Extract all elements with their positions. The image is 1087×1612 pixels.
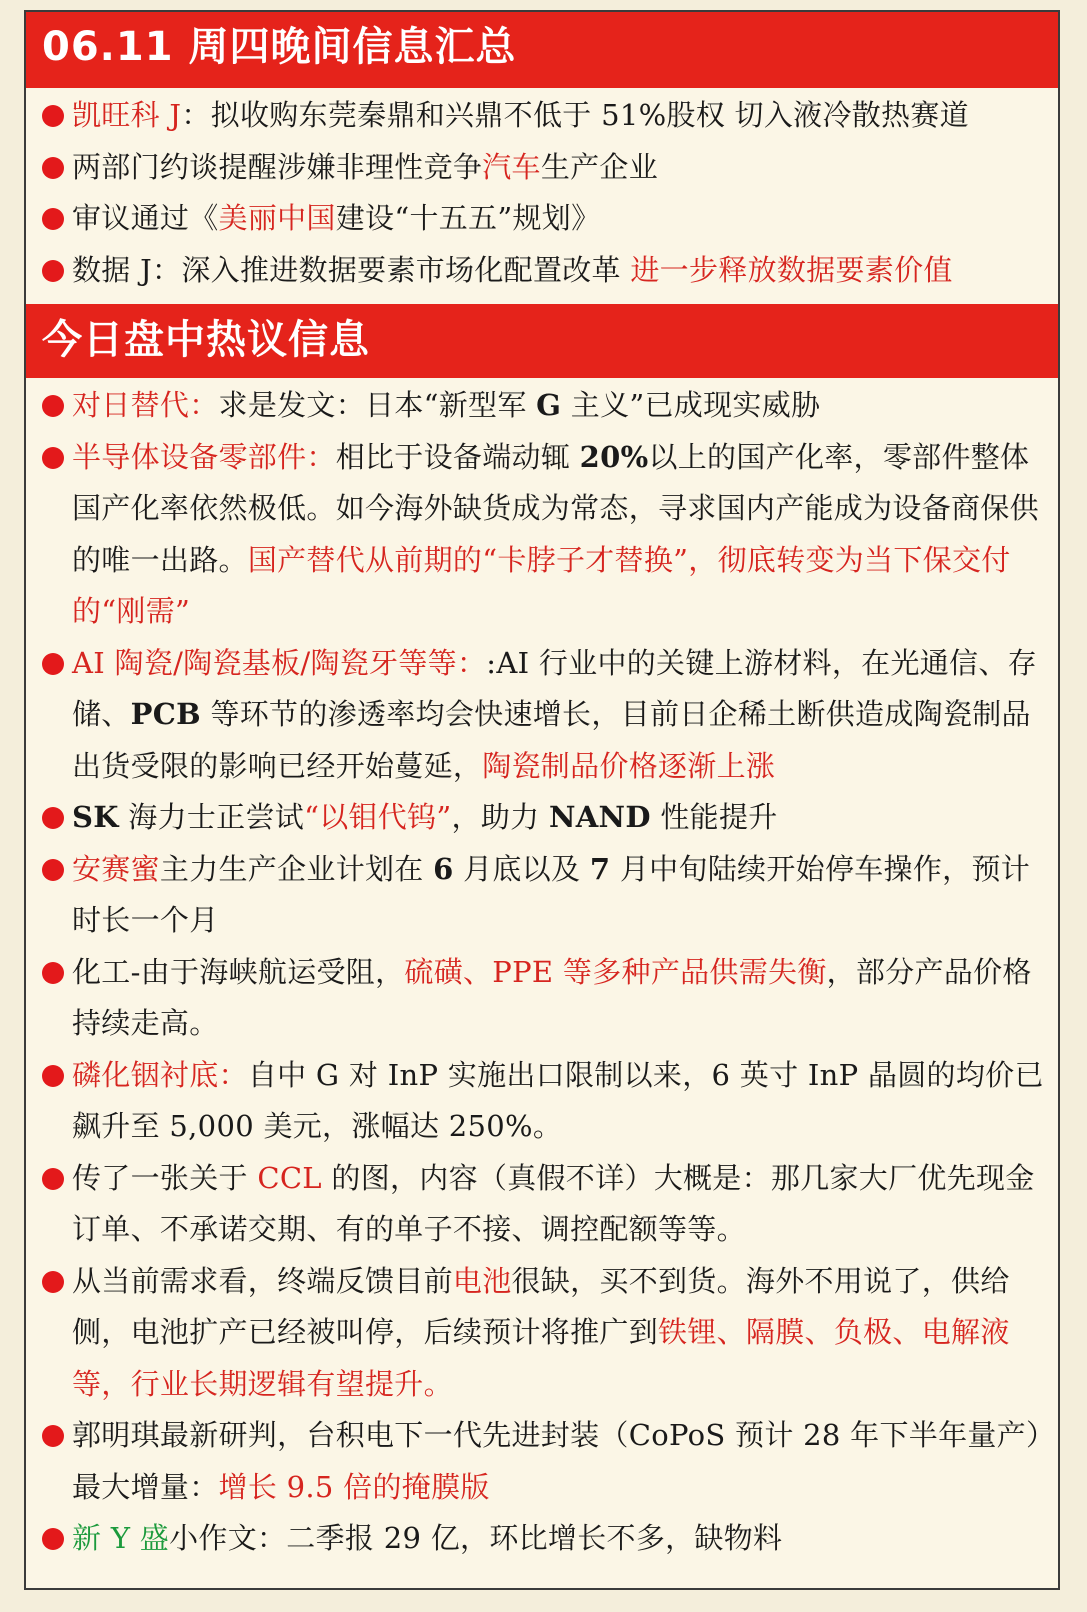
item-text-segment: 汽车 [482,149,541,184]
item-text-segment: 进一步释放数据要素价值 [630,252,953,287]
item-text-segment: 月中旬陆续开始停车操作，预计时长一个月 [72,851,1031,937]
item-text-segment: 增长 9.5 倍的掩膜版 [218,1469,490,1504]
evening-summary-list [40,90,1050,296]
item-text-segment: 等环节的渗透率均会快速增长，目前日企稀土断供造成陶瓷制品出货受限的影响已经开始蔓延， [72,697,1031,783]
red-dot-bullet-icon [42,447,64,469]
item-text-segment: 建设“十五五”规划》 [335,201,601,235]
red-dot-bullet-icon [42,1065,64,1087]
list-item [40,432,1050,638]
item-text-segment: 磷化铟衬底： [72,1057,248,1092]
item-text-segment: 生产企业 [540,149,659,184]
item-text-segment: ，部分产品价格持续走高。 [72,954,1032,1040]
item-text-segment: 审议通过《 [72,201,219,235]
item-text-segment: AI 陶瓷/陶瓷基板/陶瓷牙等等： [72,645,487,680]
list-item [40,1410,1050,1513]
list-item [40,380,1050,432]
list-item [40,1050,1050,1153]
item-text-segment: 硫磺、PPE 等多种产品供需失衡 [404,954,827,989]
red-dot-bullet-icon [42,105,64,127]
item-text-segment: ：拟收购东莞秦鼎和兴鼎不低于 51%股权 切入液冷散热赛道 [181,98,969,132]
item-text-segment: 海力士正尝试 [118,800,305,834]
list-item [40,844,1050,947]
item-text-segment: 郭明琪最新研判，台积电下一代先进封装（CoPoS 预计 28 年下半年量产）最大增量： [72,1418,1041,1504]
section-header-evening-summary: 06.11 周四晚间信息汇总 [26,12,1058,88]
red-dot-bullet-icon [42,157,64,179]
list-item [40,1256,1050,1411]
list-item [40,792,1050,844]
section-header-intraday-topics: 今日盘中热议信息 [26,304,1058,378]
item-text-segment: 新 Y 盛 [72,1521,170,1555]
item-text-segment: 以上的国产化率，零部件整体国产化率依然极低。如今海外缺货成为常态，寻求国内产能成为设备商保供的唯一出路。 [72,439,1039,577]
item-text-segment: “以钼代钨” [304,800,452,834]
item-text-segment: ，助力 [451,800,549,834]
list-item [40,1153,1050,1256]
red-dot-bullet-icon [42,1528,64,1550]
red-dot-bullet-icon [42,653,64,675]
item-text-segment: 20% [579,439,649,474]
list-item [40,947,1050,1050]
item-text-segment: 陶瓷制品价格逐渐上涨 [482,748,776,783]
item-text-segment: 凯旺科 J [72,98,182,132]
red-dot-bullet-icon [42,1425,64,1447]
item-text-segment: 美丽中国 [218,201,336,235]
item-text-segment: 半导体设备零部件： [72,439,336,474]
item-text-segment: 对日替代： [72,388,219,422]
item-text-segment: 铁锂、隔膜、负极、电解液等，行业长期逻辑有望提升。 [72,1315,1010,1401]
red-dot-bullet-icon [42,208,64,230]
item-text-segment: NAND [548,800,651,834]
item-text-segment: G [536,388,562,422]
item-text-segment: 从当前需求看，终端反馈目前 [72,1263,453,1298]
list-item [40,142,1050,194]
item-text-segment: PCB [130,697,201,731]
list-item [40,90,1050,142]
list-item [40,1513,1050,1565]
red-dot-bullet-icon [42,1168,64,1190]
red-dot-bullet-icon [42,859,64,881]
item-text-segment: 小作文：二季报 29 亿，环比增长不多，缺物料 [169,1521,783,1555]
item-text-segment: 安赛蜜 [72,851,160,886]
list-item [40,245,1050,297]
item-text-segment: 性能提升 [650,800,778,834]
intraday-topics-list [40,380,1050,1565]
red-dot-bullet-icon [42,807,64,829]
item-text-segment: 化工-由于海峡航运受阻， [72,954,405,989]
item-text-segment: CCL [257,1160,322,1195]
item-text-segment: 两部门约谈提醒涉嫌非理性竞争 [72,149,483,184]
red-dot-bullet-icon [42,962,64,984]
item-text-segment: 相比于设备端动辄 [335,439,580,474]
item-text-segment: 自中 G 对 InP 实施出口限制以来，6 英寸 InP 晶圆的均价已飙升至 5,000 美元，涨幅达 250%。 [72,1057,1044,1143]
item-text-segment: :AI 行业中的关键上游材料，在光通信、存储、 [72,645,1037,731]
list-item [40,193,1050,245]
item-text-segment: 的图，内容（真假不详）大概是：那几家大厂优先现金订单、不承诺交期、有的单子不接、调控配额等等。 [72,1160,1035,1246]
red-dot-bullet-icon [42,395,64,417]
item-text-segment: 6 [433,851,454,886]
item-text-segment: 7 [589,851,611,886]
item-text-segment: 求是发文：日本“新型军 [218,388,537,422]
list-item [40,638,1050,793]
info-card [24,10,1060,1590]
item-text-segment: 主义”已成现实威胁 [561,388,821,422]
red-dot-bullet-icon [42,260,64,282]
item-text-segment: 主力生产企业计划在 [159,851,434,886]
item-text-segment: 国产替代从前期的“卡脖子才替换”，彻底转变为当下保交付的“刚需” [72,542,1011,628]
item-text-segment: SK [72,800,119,834]
red-dot-bullet-icon [42,1271,64,1293]
item-text-segment: 电池 [452,1263,512,1298]
item-text-segment: 很缺，买不到货。海外不用说了，供给侧，电池扩产已经被叫停，后续预计将推广到 [72,1263,1010,1349]
item-text-segment: 传了一张关于 [72,1160,258,1195]
item-text-segment: 数据 J：深入推进数据要素市场化配置改革 [72,252,631,287]
item-text-segment: 月底以及 [453,851,590,886]
